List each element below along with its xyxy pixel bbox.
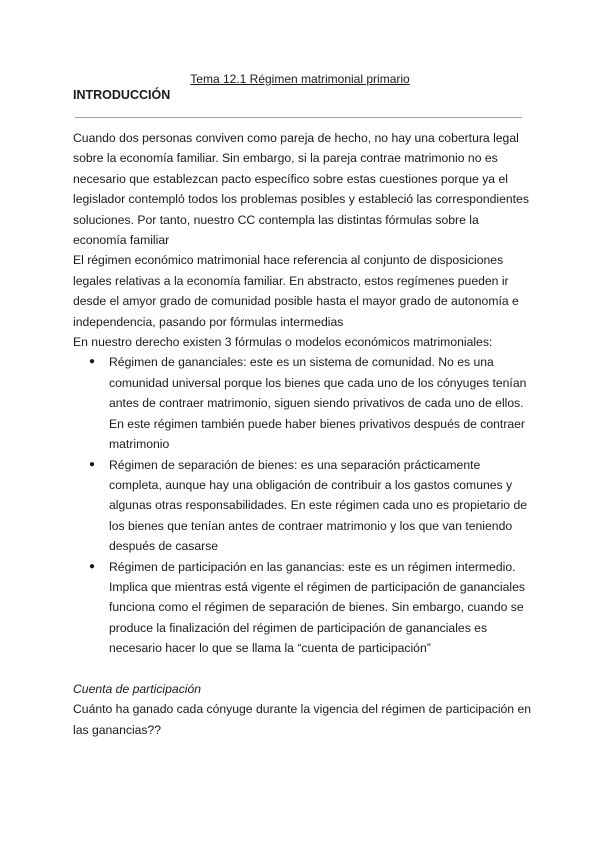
bullet-icon: ● [89,458,96,470]
list-item-text: Régimen de gananciales: este es un sistema de comunidad. No es una comunidad universal porque los bienes que cada uno de los cónyuges tenían antes de contraer matrimonio, siguen siendo privativos de cada uno de ellos. En este régimen también puede haber bienes privativos después de contraer matrimonio [109,355,527,452]
horizontal-divider [75,117,522,118]
list-item [73,455,533,557]
list-item-text: Régimen de separación de bienes: es una separación prácticamente completa, aunque hay una obligación de contribuir a los gastos comunes y algunas otras responsabilidades. En este régimen cada uno es propietario de los bienes que tenían antes de contraer matrimonio y los que van teniendo después de casarse [109,457,528,554]
document-title: Tema 12.1 Régimen matrimonial primario [190,72,410,86]
blank-line [73,659,533,679]
bullet-icon: ● [89,356,96,368]
paragraph: El régimen económico matrimonial hace referencia al conjunto de disposiciones legales relativas a la economía familiar. En abstracto, estos regímenes pueden ir desde el amyor grado de comunidad posible hasta el mayor grado de autonomía e independencia, pasando por fórmulas intermedias [73,253,519,329]
paragraph: Cuánto ha ganado cada cónyuge durante la vigencia del régimen de participación en las ganancias?? [73,702,532,737]
subheading: Cuenta de participación [73,681,202,696]
paragraph: Cuando dos personas conviven como pareja de hecho, no hay una cobertura legal sobre la economía familiar. Sin embargo, si la pareja contrae matrimonio no es necesario que establezcan pacto específico sobre estas cuestiones porque ya el legislador contempló todos los problemas posibles y estableció las correspondientes soluciones. Por tanto, nuestro CC contempla las distintas fórmulas sobre la economía familiar [73,131,529,248]
regime-list [73,352,533,658]
list-item [73,352,533,454]
section-heading: INTRODUCCIÓN [73,88,171,102]
list-item [73,557,533,659]
list-item-text: Régimen de participación en las ganancias: este es un régimen intermedio. Implica que mientras está vigente el régimen de participación de gananciales funciona como el régimen de separación de bienes. Sin embargo, cuando se produce la finalización del régimen de participación de gananciales es necesario hacer lo que se llama la “cuenta de participación” [109,559,525,656]
bullet-icon: ● [89,560,96,572]
document-body [73,128,533,740]
paragraph: En nuestro derecho existen 3 fórmulas o modelos económicos matrimoniales: [73,335,493,350]
